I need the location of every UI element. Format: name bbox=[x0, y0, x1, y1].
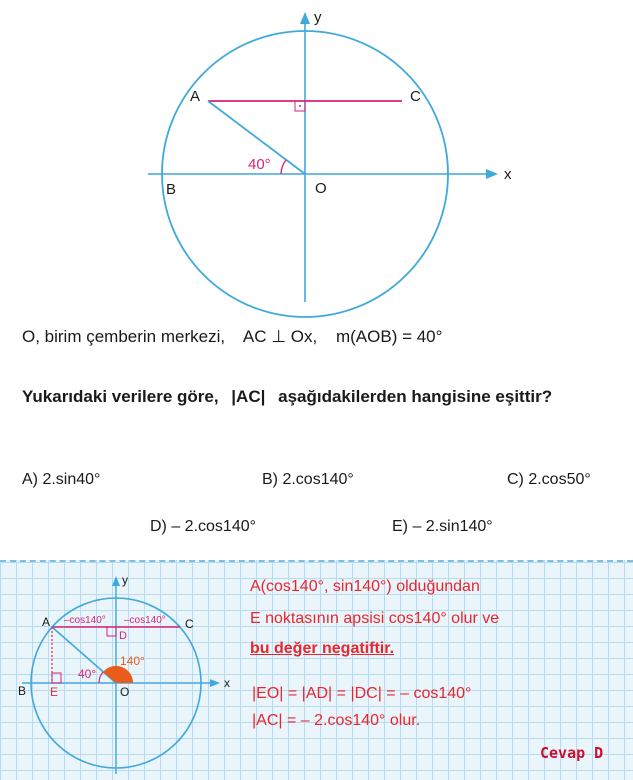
solution-figure bbox=[0, 560, 250, 778]
solution-line-2: E noktasının apsisi cos140° olur ve bbox=[250, 610, 500, 627]
choice-d[interactable]: D) – 2.cos140° bbox=[150, 518, 257, 535]
question-part2: aşağıdakilerden hangisine eşittir? bbox=[278, 387, 553, 406]
solution-line-1: A(cos140°, sin140°) olduğundan bbox=[250, 578, 480, 595]
sol-point-d: D bbox=[119, 630, 127, 642]
axis-y-label: y bbox=[314, 9, 322, 26]
given-conditions bbox=[22, 327, 456, 347]
point-a-label: A bbox=[190, 88, 201, 105]
sol-angle-140-label: 140° bbox=[120, 654, 145, 668]
solution-line-3: bu değer negatiftir. bbox=[250, 640, 395, 657]
point-o-label: O bbox=[315, 180, 327, 197]
main-figure bbox=[0, 0, 633, 320]
sol-x-axis-arrow bbox=[210, 679, 220, 687]
question-part1: Yukarıdaki verilere göre, bbox=[22, 387, 219, 406]
sol-axis-y-label: y bbox=[122, 573, 128, 587]
sol-point-o: O bbox=[120, 685, 130, 699]
point-b-label: B bbox=[166, 181, 177, 198]
sol-angle-140-fill bbox=[103, 666, 133, 683]
y-axis-arrow bbox=[300, 12, 310, 24]
question-abs-expr: |AC| bbox=[231, 387, 266, 406]
given-perpendicular: AC ⊥ Ox, bbox=[242, 327, 318, 346]
sol-angle-40-arc bbox=[99, 672, 103, 683]
given-center: O, birim çemberin merkezi, bbox=[22, 327, 226, 346]
choice-e[interactable]: E) – 2.sin140° bbox=[392, 518, 493, 535]
sol-point-c: C bbox=[185, 617, 194, 631]
sol-point-e: E bbox=[50, 685, 59, 699]
sol-angle-40-label: 40° bbox=[78, 667, 97, 681]
solution-line-4: |EO| = |AD| = |DC| = – cos140° bbox=[252, 685, 472, 702]
answer-label: Cevap D bbox=[540, 744, 604, 762]
sol-y-axis-arrow bbox=[112, 576, 120, 586]
point-c-label: C bbox=[410, 88, 421, 105]
axis-x-label: x bbox=[504, 166, 512, 183]
angle-arc bbox=[281, 160, 286, 174]
right-angle-dot bbox=[299, 105, 301, 107]
solution-line-5: |AC| = – 2.cos140° olur. bbox=[252, 712, 421, 729]
sol-right-angle-e bbox=[52, 673, 61, 683]
question-text bbox=[22, 382, 622, 412]
angle-label: 40° bbox=[248, 156, 271, 173]
sol-seg-left: –cos140° bbox=[64, 615, 106, 626]
sol-point-a: A bbox=[42, 615, 51, 629]
choice-c[interactable]: C) 2.cos50° bbox=[507, 471, 591, 488]
sol-axis-x-label: x bbox=[224, 676, 230, 690]
sol-right-angle-d bbox=[107, 627, 116, 636]
sol-point-b: B bbox=[18, 684, 27, 698]
given-angle: m(AOB) = 40° bbox=[335, 327, 443, 346]
choice-a[interactable]: A) 2.sin40° bbox=[22, 471, 101, 488]
sol-seg-right: –cos140° bbox=[124, 615, 166, 626]
x-axis-arrow bbox=[486, 169, 498, 179]
choice-b[interactable]: B) 2.cos140° bbox=[262, 471, 354, 488]
